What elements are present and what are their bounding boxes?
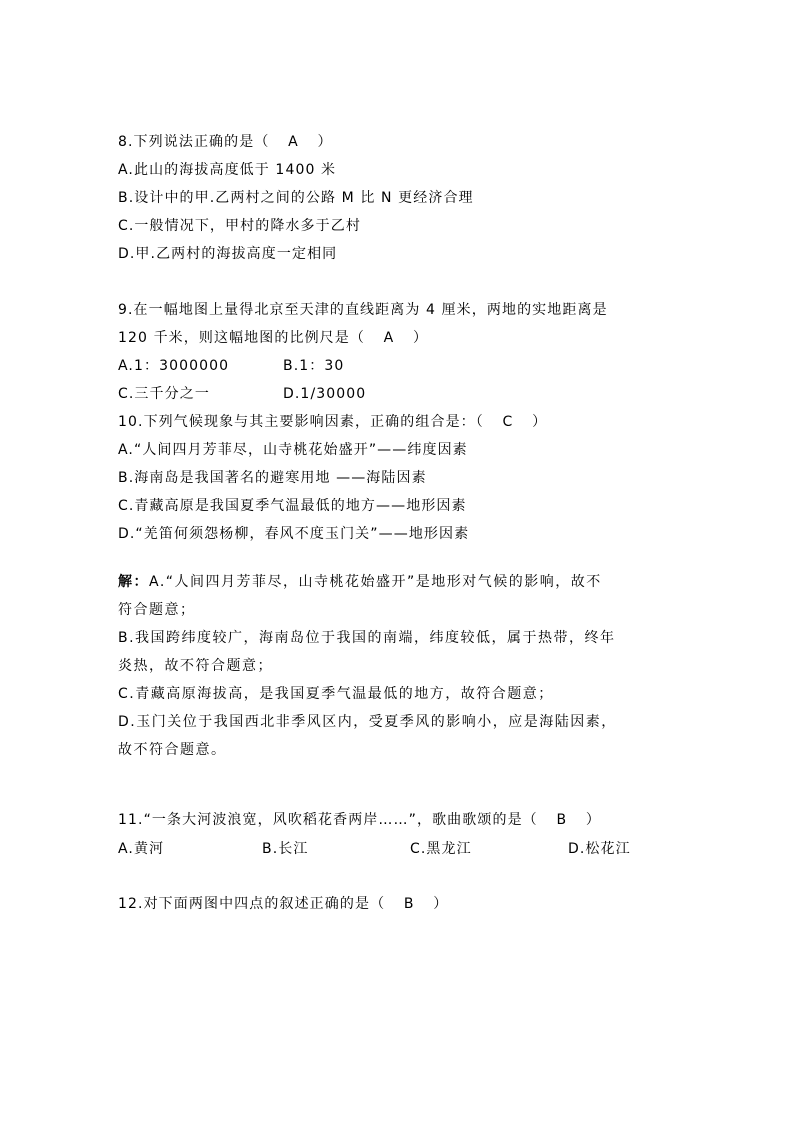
q10-stem-close: ） [532,414,548,430]
solution-label: 解： [118,574,149,590]
q8-stem-close: ） [317,134,333,150]
q10-option-b: B.海南岛是我国著名的避寒用地 ——海陆因素 [118,470,427,486]
solution-line-5: C.青藏高原海拔高，是我国夏季气温最低的地方，故符合题意； [118,686,554,702]
q11-option-c: C.黑龙江 [410,841,472,857]
q9-stem-line1: 9.在一幅地图上量得北京至天津的直线距离为 4 厘米，两地的实地距离是 [118,302,608,318]
q12-stem-close: ） [433,896,449,912]
q10-stem [118,412,547,432]
q9-option-d: D.1/30000 [283,386,367,402]
q8-option-a: A.此山的海拔高度低于 1400 米 [118,162,337,178]
q8-answer: A [288,134,299,150]
q9-stem-line2 [118,328,428,348]
q8-stem [118,132,333,152]
q9-option-a: A.1：3000000 [118,358,230,374]
q10-option-d: D.“羌笛何须怨杨柳，春风不度玉门关”——地形因素 [118,526,470,542]
solution-line-7: 故不符合题意。 [118,742,227,758]
q9-option-c: C.三千分之一 [118,386,210,402]
q8-option-c: C.一般情况下，甲村的降水多于乙村 [118,218,361,234]
solution-line-3: B.我国跨纬度较广，海南岛位于我国的南端，纬度较低，属于热带，终年 [118,630,616,646]
solution-line-4: 炎热，故不符合题意； [118,658,273,674]
q11-option-a: A.黄河 [118,841,165,857]
q8-option-b: B.设计中的甲.乙两村之间的公路 M 比 N 更经济合理 [118,190,474,206]
q9-option-b: B.1：30 [283,358,345,374]
solution-line-6: D.玉门关位于我国西北非季风区内，受夏季风的影响小，应是海陆因素， [118,714,617,730]
q11-stem-close: ） [585,812,601,828]
q8-stem-text: 8.下列说法正确的是（ [118,134,270,150]
q11-answer: B [556,812,568,828]
q11-option-d: D.松花江 [568,841,631,857]
q10-stem-text: 10.下列气候现象与其主要影响因素，正确的组合是：（ [118,414,484,430]
solution-line-2: 符合题意； [118,602,196,618]
q12-stem-text: 12.对下面两图中四点的叙述正确的是（ [118,896,386,912]
q9-stem-close: ） [412,330,429,346]
solution-line-1 [118,572,602,592]
q10-option-c: C.青藏高原是我国夏季气温最低的地方——地形因素 [118,498,467,514]
q8-option-d: D.甲.乙两村的海拔高度一定相同 [118,246,338,262]
solution-text-1: A.“人间四月芳菲尽，山寺桃花始盛开”是地形对气候的影响，故不 [149,574,602,590]
q10-option-a: A.“人间四月芳菲尽，山寺桃花始盛开”——纬度因素 [118,442,468,458]
q12-stem [118,894,448,914]
q10-answer: C [502,414,514,430]
q11-option-b: B.长江 [262,841,309,857]
q11-stem-text: 11.“一条大河波浪宽，风吹稻花香两岸……”，歌曲歌颂的是（ [118,812,538,828]
q9-answer: A [383,330,395,346]
q11-stem [118,810,601,830]
q12-answer: B [403,896,415,912]
q9-stem-text: 120 千米，则这幅地图的比例尺是（ [118,330,365,346]
